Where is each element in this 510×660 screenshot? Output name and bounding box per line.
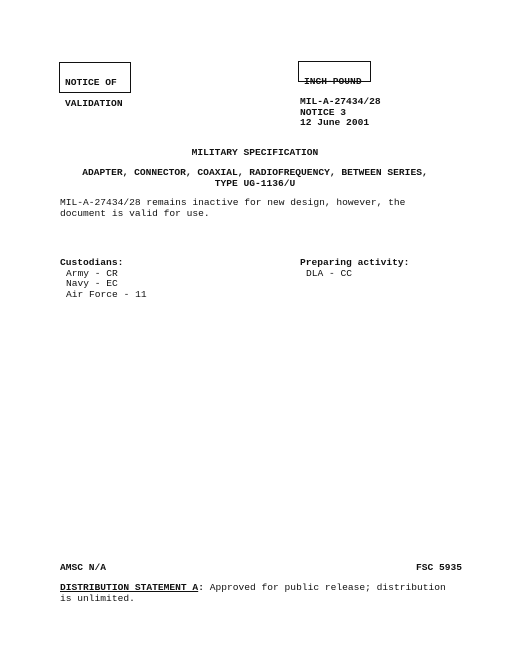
distribution-statement: [60, 583, 446, 604]
inch-pound-label: INCH-POUND: [304, 75, 362, 87]
spec-type-heading: MILITARY SPECIFICATION: [191, 147, 319, 158]
notice-box-line1: NOTICE OF: [65, 76, 117, 88]
custodian-item: Navy - EC: [66, 278, 118, 289]
custodians-heading: Custodians:: [60, 257, 124, 268]
notice-of-validation-box: [59, 62, 131, 109]
custodian-item: Air Force - 11: [66, 288, 147, 300]
document-identification: [300, 97, 381, 129]
distribution-text-line1: Approved for public release; distribution: [203, 582, 446, 593]
preparing-activity-item: DLA - CC: [306, 267, 353, 279]
custodians-block: [60, 258, 147, 300]
body-line2: document is valid for use.: [60, 207, 210, 219]
doc-date: 12 June 2001: [300, 117, 370, 128]
body-line1: MIL-A-27434/28 remains inactive for new design, however, the: [60, 197, 406, 208]
title-line1: ADAPTER, CONNECTOR, COAXIAL, RADIOFREQUENCY, BETWEEN SERIES,: [82, 167, 428, 178]
notice-box-line2: VALIDATION: [65, 97, 123, 109]
distribution-colon: :: [198, 582, 204, 593]
distribution-text-line2: is unlimited.: [60, 592, 135, 604]
preparing-activity-heading: Preparing activity:: [300, 257, 410, 268]
doc-number: MIL-A-27434/28: [300, 96, 381, 107]
notice-number: NOTICE 3: [300, 106, 347, 118]
distribution-statement-label: DISTRIBUTION STATEMENT A: [60, 582, 199, 593]
preparing-activity-block: [300, 258, 409, 279]
amsc-label: AMSC N/A: [60, 562, 107, 573]
title-line2: TYPE UG-1136/U: [214, 177, 296, 189]
custodian-item: Army - CR: [66, 267, 118, 279]
document-title: [0, 168, 510, 189]
fsc-label: FSC 5935: [415, 562, 462, 573]
inch-pound-box: [298, 61, 371, 87]
validation-statement: [60, 198, 405, 219]
